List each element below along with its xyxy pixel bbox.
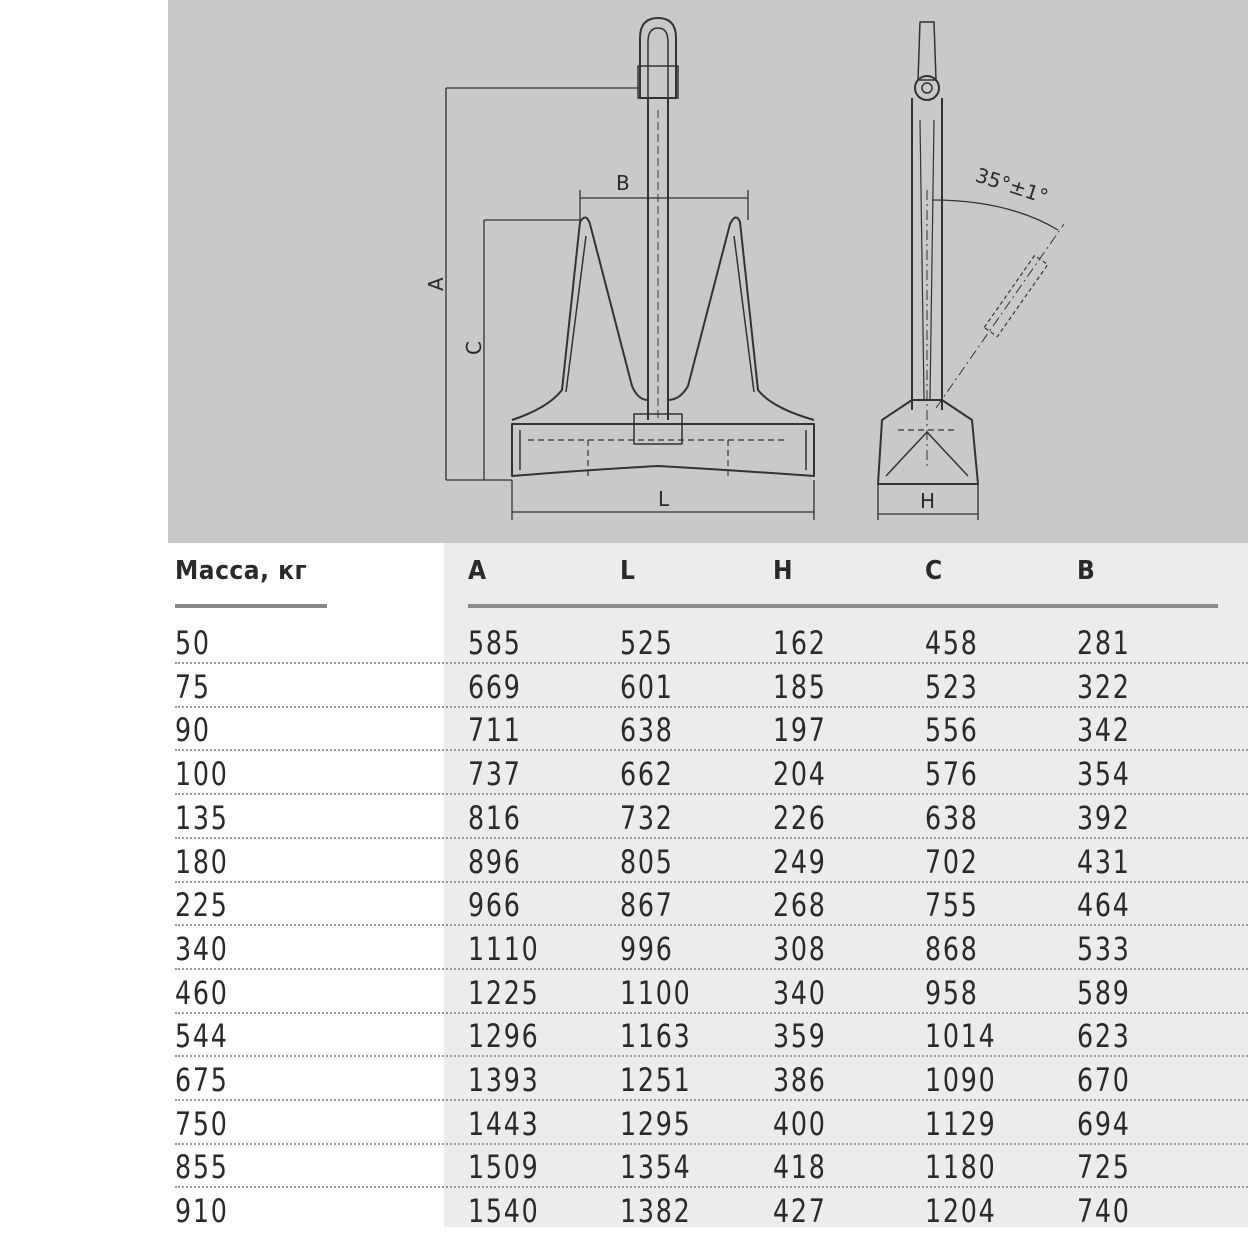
cell-l: 601	[620, 667, 674, 706]
cell-c: 458	[925, 624, 979, 662]
cell-h: 197	[773, 711, 827, 750]
cell-h: 226	[773, 798, 827, 837]
cell-b: 670	[1077, 1061, 1131, 1099]
cell-a: 816	[468, 798, 522, 837]
cell-l: 1295	[620, 1104, 692, 1143]
cell-b: 694	[1077, 1104, 1131, 1143]
cell-l: 805	[620, 842, 674, 881]
dim-l-label: L	[658, 487, 670, 511]
angle-label: 35°±1°	[972, 162, 1052, 209]
cell-l: 1100	[620, 973, 692, 1012]
cell-mass: 75	[175, 667, 211, 706]
cell-h: 268	[773, 886, 827, 925]
dim-c-label: C	[462, 341, 486, 355]
cell-mass: 100	[175, 755, 229, 794]
cell-a: 669	[468, 667, 522, 706]
cell-l: 1354	[620, 1148, 692, 1187]
cell-l: 1251	[620, 1061, 692, 1099]
cell-l: 1163	[620, 1017, 692, 1056]
cell-c: 638	[925, 798, 979, 837]
cell-mass: 225	[175, 886, 229, 925]
cell-mass: 135	[175, 798, 229, 837]
cell-b: 342	[1077, 711, 1131, 750]
dim-b-label: B	[616, 171, 630, 195]
cell-b: 354	[1077, 755, 1131, 794]
cell-l: 662	[620, 755, 674, 794]
dim-h-label: H	[920, 489, 936, 513]
header-h: H	[773, 556, 794, 586]
table-row	[0, 926, 1248, 970]
cell-h: 359	[773, 1017, 827, 1056]
cell-mass: 340	[175, 929, 229, 968]
table-row	[0, 1144, 1248, 1188]
cell-mass: 90	[175, 711, 211, 750]
cell-mass: 460	[175, 973, 229, 1012]
cell-l: 867	[620, 886, 674, 925]
header-rule-right	[468, 604, 1218, 608]
cell-h: 340	[773, 973, 827, 1012]
cell-c: 556	[925, 711, 979, 750]
table-row	[0, 1013, 1248, 1057]
cell-l: 1382	[620, 1192, 692, 1231]
cell-a: 1225	[468, 973, 540, 1012]
cell-h: 386	[773, 1061, 827, 1099]
cell-a: 896	[468, 842, 522, 881]
cell-c: 576	[925, 755, 979, 794]
cell-l: 525	[620, 624, 674, 662]
cell-c: 1129	[925, 1104, 997, 1143]
cell-b: 392	[1077, 798, 1131, 837]
cell-a: 1443	[468, 1104, 540, 1143]
cell-b: 533	[1077, 929, 1131, 968]
cell-b: 589	[1077, 973, 1131, 1012]
cell-h: 308	[773, 929, 827, 968]
cell-a: 1540	[468, 1192, 540, 1231]
cell-c: 868	[925, 929, 979, 968]
cell-c: 523	[925, 667, 979, 706]
cell-b: 464	[1077, 886, 1131, 925]
header-a: A	[468, 556, 487, 586]
cell-mass: 180	[175, 842, 229, 881]
cell-a: 966	[468, 886, 522, 925]
table-row	[0, 1101, 1248, 1145]
header-rule-left	[175, 604, 327, 608]
cell-h: 427	[773, 1192, 827, 1231]
cell-a: 1393	[468, 1061, 540, 1099]
cell-a: 1296	[468, 1017, 540, 1056]
cell-mass: 750	[175, 1104, 229, 1143]
cell-h: 418	[773, 1148, 827, 1187]
cell-b: 740	[1077, 1192, 1131, 1231]
cell-c: 755	[925, 886, 979, 925]
cell-b: 322	[1077, 667, 1131, 706]
cell-mass: 50	[175, 624, 211, 662]
cell-c: 1204	[925, 1192, 997, 1231]
table-row	[0, 664, 1248, 708]
table-row	[0, 795, 1248, 839]
cell-l: 732	[620, 798, 674, 837]
cell-h: 249	[773, 842, 827, 881]
cell-c: 1090	[925, 1061, 997, 1099]
cell-l: 638	[620, 711, 674, 750]
cell-mass: 855	[175, 1148, 229, 1187]
cell-a: 1110	[468, 929, 540, 968]
cell-b: 623	[1077, 1017, 1131, 1056]
cell-c: 702	[925, 842, 979, 881]
cell-a: 711	[468, 711, 522, 750]
cell-h: 162	[773, 624, 827, 662]
cell-h: 204	[773, 755, 827, 794]
cell-b: 281	[1077, 624, 1131, 662]
cell-b: 431	[1077, 842, 1131, 881]
cell-c: 958	[925, 973, 979, 1012]
dim-a-label: A	[424, 277, 448, 291]
header-c: C	[925, 556, 943, 586]
cell-h: 400	[773, 1104, 827, 1143]
table-row	[0, 839, 1248, 883]
cell-c: 1014	[925, 1017, 997, 1056]
header-l: L	[620, 556, 636, 586]
table-row	[0, 1188, 1248, 1232]
table-row	[0, 970, 1248, 1014]
cell-mass: 675	[175, 1061, 229, 1099]
cell-l: 996	[620, 929, 674, 968]
cell-mass: 910	[175, 1192, 229, 1231]
cell-h: 185	[773, 667, 827, 706]
table-row	[0, 751, 1248, 795]
cell-a: 737	[468, 755, 522, 794]
header-mass: Масса, кг	[175, 556, 308, 586]
table-row	[0, 620, 1248, 664]
cell-b: 725	[1077, 1148, 1131, 1187]
cell-c: 1180	[925, 1148, 997, 1187]
table-row	[0, 1057, 1248, 1101]
header-b: B	[1077, 556, 1096, 586]
table-row	[0, 707, 1248, 751]
cell-a: 1509	[468, 1148, 540, 1187]
cell-a: 585	[468, 624, 522, 662]
table-row	[0, 882, 1248, 926]
cell-mass: 544	[175, 1017, 229, 1056]
